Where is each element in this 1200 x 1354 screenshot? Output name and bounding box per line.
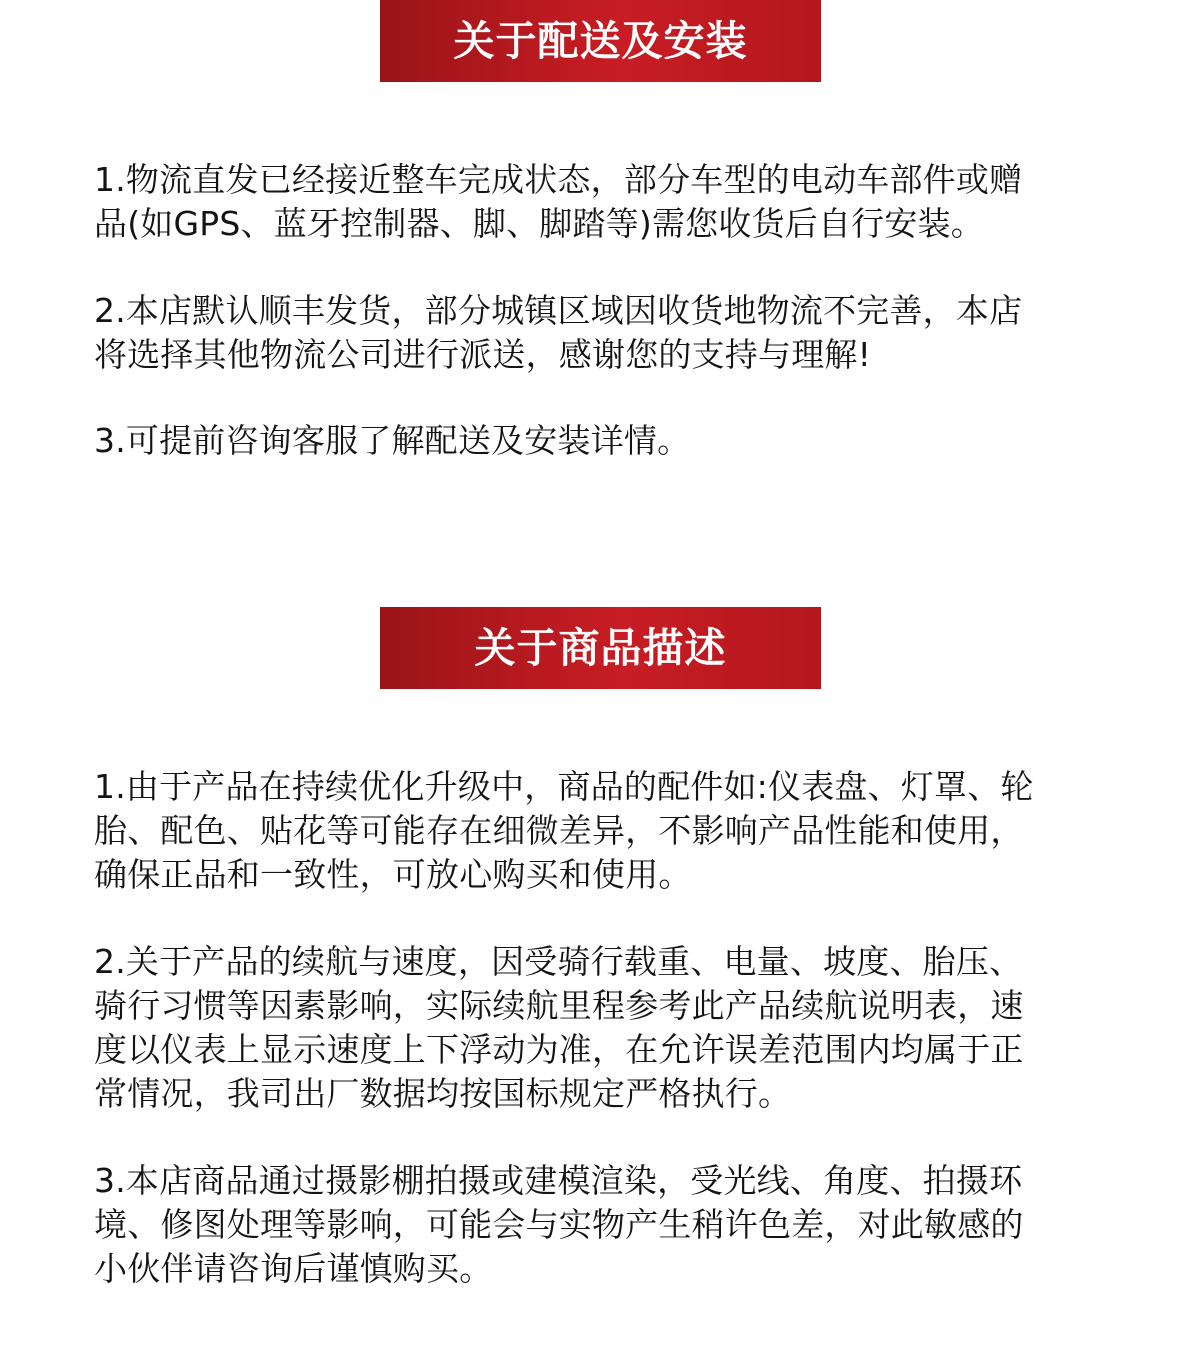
paragraph-line: 2.关于产品的续航与速度，因受骑行载重、电量、坡度、胎压、: [94, 942, 1023, 981]
paragraph-line: 1.由于产品在持续优化升级中，商品的配件如:仪表盘、灯罩、轮: [94, 767, 1034, 806]
delivery-paragraph-3: [94, 419, 1110, 463]
paragraph-line: 品(如GPS、蓝牙控制器、脚、脚踏等)需您收货后自行安装。: [94, 204, 984, 243]
description-paragraph-3: [94, 1159, 1110, 1291]
description-paragraph-1: [94, 765, 1110, 897]
paragraph-line: 1.物流直发已经接近整车完成状态，部分车型的电动车部件或赠: [94, 160, 1023, 199]
paragraph-line: 2.本店默认顺丰发货，部分城镇区域因收货地物流不完善，本店: [94, 291, 1023, 330]
paragraph-line: 3.可提前咨询客服了解配送及安装详情。: [94, 421, 691, 460]
delivery-paragraph-1: [94, 158, 1110, 246]
section-title-delivery: 关于配送及安装: [453, 16, 748, 65]
section-banner-description: [380, 607, 821, 689]
section-title-description: 关于商品描述: [474, 623, 727, 672]
paragraph-line: 将选择其他物流公司进行派送，感谢您的支持与理解!: [94, 335, 872, 374]
delivery-paragraph-2: [94, 289, 1110, 377]
section-banner-delivery: [380, 0, 821, 82]
paragraph-line: 3.本店商品通过摄影棚拍摄或建模渲染，受光线、角度、拍摄环: [94, 1161, 1023, 1200]
paragraph-line: 境、修图处理等影响，可能会与实物产生稍许色差，对此敏感的: [94, 1205, 1024, 1244]
description-paragraph-2: [94, 940, 1110, 1116]
paragraph-line: 常情况，我司出厂数据均按国标规定严格执行。: [94, 1074, 792, 1113]
paragraph-line: 胎、配色、贴花等可能存在细微差异，不影响产品性能和使用，: [94, 811, 1024, 850]
paragraph-line: 骑行习惯等因素影响，实际续航里程参考此产品续航说明表，速: [94, 986, 1024, 1025]
paragraph-line: 确保正品和一致性，可放心购买和使用。: [94, 855, 692, 894]
paragraph-line: 小伙伴请咨询后谨慎购买。: [94, 1249, 493, 1288]
paragraph-line: 度以仪表上显示速度上下浮动为准，在允许误差范围内均属于正: [94, 1030, 1024, 1069]
